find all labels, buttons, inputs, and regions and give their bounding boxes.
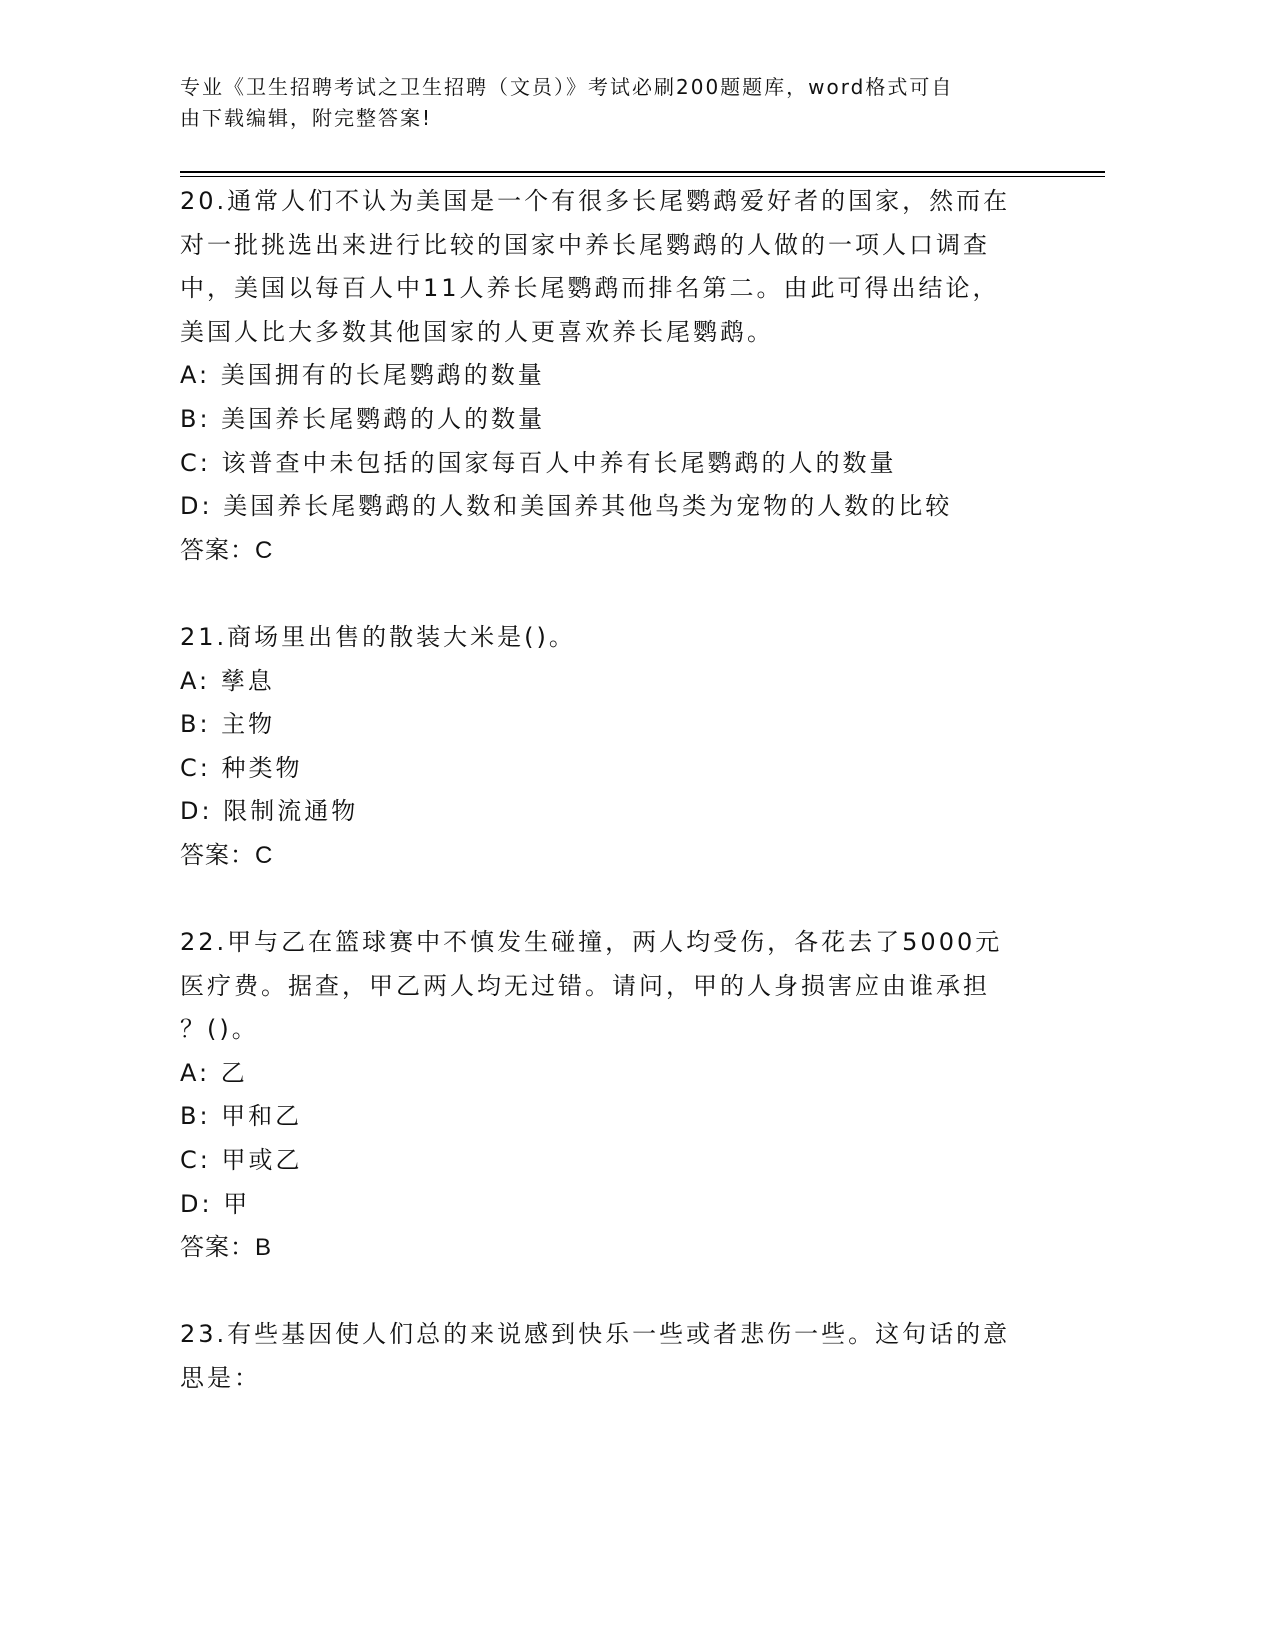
question-21 bbox=[180, 616, 1040, 878]
question-stem-line: 对一批挑选出来进行比较的国家中养长尾鹦鹉的人做的一项人口调查 bbox=[180, 230, 990, 259]
question-23 bbox=[180, 1313, 1040, 1400]
question-stem-line: 美国人比大多数其他国家的人更喜欢养长尾鹦鹉。 bbox=[180, 317, 774, 346]
answer-key: 答案：C bbox=[180, 841, 274, 869]
question-stem-line: ？()。 bbox=[180, 1015, 259, 1044]
answer-option: D: 限制流通物 bbox=[180, 797, 359, 826]
question-20 bbox=[180, 180, 1040, 572]
answer-option: B: 美国养长尾鹦鹉的人的数量 bbox=[180, 404, 546, 433]
question-stem-line: 思是： bbox=[180, 1364, 261, 1393]
header-divider bbox=[180, 176, 1105, 177]
question-stem-line: 中，美国以每百人中11人养长尾鹦鹉而排名第二。由此可得出结论， bbox=[180, 274, 1000, 303]
header-line: 由下载编辑，附完整答案! bbox=[180, 106, 433, 130]
question-22 bbox=[180, 921, 1040, 1270]
answer-option: A: 美国拥有的长尾鹦鹉的数量 bbox=[180, 361, 545, 390]
header-divider bbox=[180, 171, 1105, 173]
answer-option: C: 甲或乙 bbox=[180, 1146, 303, 1175]
question-stem-line: 医疗费。据查，甲乙两人均无过错。请问，甲的人身损害应由谁承担 bbox=[180, 971, 990, 1000]
answer-option: B: 甲和乙 bbox=[180, 1102, 303, 1131]
answer-option: A: 孳息 bbox=[180, 666, 275, 695]
answer-option: C: 种类物 bbox=[180, 753, 303, 782]
answer-option: B: 主物 bbox=[180, 710, 276, 739]
answer-option: A: 乙 bbox=[180, 1058, 248, 1087]
answer-option: C: 该普查中未包括的国家每百人中养有长尾鹦鹉的人的数量 bbox=[180, 448, 897, 477]
question-stem-line: 22.甲与乙在篮球赛中不慎发生碰撞，两人均受伤，各花去了5000元 bbox=[180, 928, 1003, 957]
question-stem-line: 20.通常人们不认为美国是一个有很多长尾鹦鹉爱好者的国家，然而在 bbox=[180, 187, 1011, 215]
answer-key: 答案：B bbox=[180, 1234, 273, 1262]
question-list bbox=[180, 180, 1040, 1444]
answer-option: D: 甲 bbox=[180, 1189, 251, 1218]
answer-option: D: 美国养长尾鹦鹉的人数和美国养其他鸟类为宠物的人数的比较 bbox=[180, 492, 953, 521]
document-header bbox=[180, 72, 1040, 134]
question-stem-line: 21.商场里出售的散装大米是()。 bbox=[180, 622, 576, 651]
answer-key: 答案：C bbox=[180, 536, 274, 564]
question-stem-line: 23.有些基因使人们总的来说感到快乐一些或者悲伤一些。这句话的意 bbox=[180, 1320, 1011, 1349]
header-line: 专业《卫生招聘考试之卫生招聘（文员）》考试必刷200题题库，word格式可自 bbox=[180, 75, 954, 99]
